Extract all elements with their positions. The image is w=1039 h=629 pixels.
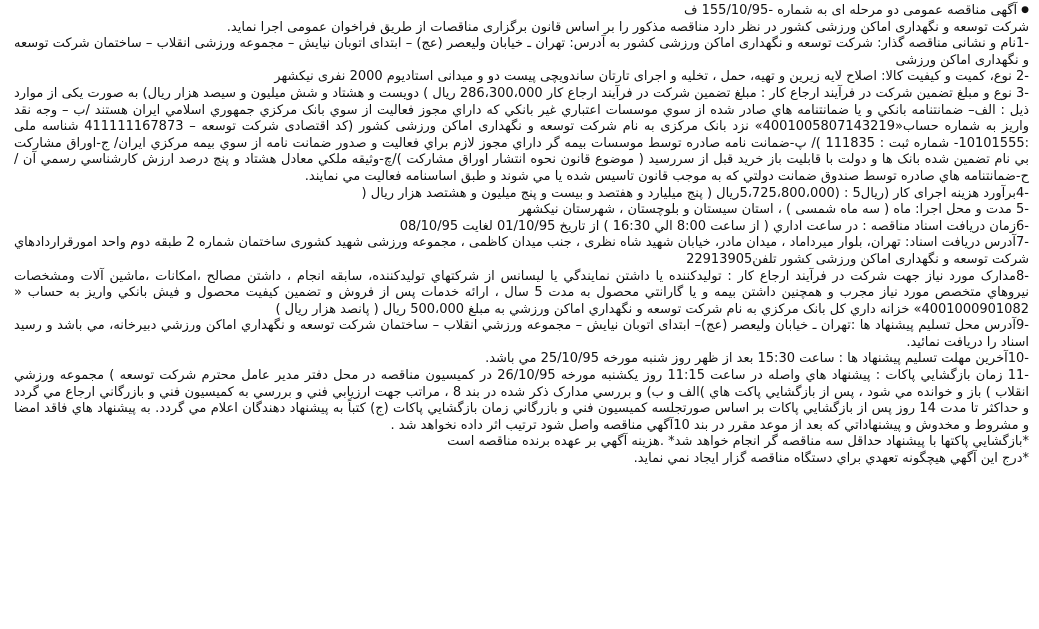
notice-item-1: -1نام و نشانی مناقصه گذار: شرکت توسعه و نگهداری اماکن ورزشی کشور به آدرس: تهران ـ خیابان ولیعصر (عج) – ابتدای اتوبان نیایش – مجموعه ورزشی انقلاب – ساختمان شرکت توسعه و نگهداری اماکن ورزشی [14, 36, 1029, 68]
notice-item-9: -9آدرس محل تسلیم پیشنهاد ها :تهران ـ خیابان ولیعصر (عج)– ابتدای اتوبان نیایش – مجموعه ورزشي انقلاب – ساختمان شرکت توسعه و نگهداري اماکن ورزشي دبیرخانه، مي باشد و رسید اسناد را دریافت نمائید. [14, 318, 1029, 350]
notice-item-11: -11 زمان بازگشایي پاکات : پیشنهاد هاي واصله در ساعت 11:15 روز یکشنبه مورخه 26/10/95 در کمیسیون مناقصه در محل دفتر مدیر عامل محترم شرکت توسعه ) مجموعه ورزشي انقلاب ) باز و خوانده مي شود ، پس از بازگشایي پاکت هاي )الف و ب) و بررسي مدارک ذکر شده در بند 8 ، مراتب جهت ارزیابي فني و بررسي به کمیسیون فني و بازرگاني ارجاع مي گردد و حداکثر تا مدت 14 روز پس از بازگشایي پاکات بر اساس صورتجلسه کمیسیون فني و بازرگاني زمان بازگشایي پاکات (ج) کتباً به پیشنهاد دهندگان اعلام مي گردد. به پیشنهاد هاي فاقد امضا و مشروط و مخدوش و پیشنهاداتي که بعد از موعد مقرر در بند 10آگهي مناقصه واصل شود ترتیب اثر داده نخواهد شد . [14, 368, 1029, 433]
notice-item-2: -2 نوع، کمیت و کیفیت کالا: اصلاح لایه زیرین و تهیه، حمل ، تخلیه و اجرای تارتان ساندویچی پیست دو و میدانی استادیوم 2000 نفری نیکشهر [274, 69, 1029, 85]
notice-item-3: -3 نوع و مبلغ تضمین شرکت در فرآیند ارجاع کار : مبلغ تضمین شرکت در فرآیند ارجاع کار 286،300،000 ریال ) دویست و هشتاد و شش میلیون و سیصد هزار ریال) به صورت یکی از موارد ذیل : الف– ضمانتنامه بانکي و یا ضمانتنامه هاي صادر شده از سوي موسسات اعتباري غیر بانکي که داراي مجوز فعالیت از سوي بانک مرکزي جمهوري اسلامي ایران هستند /ب – وجه نقد واریز به شماره حساب«4001005807143219» نزد بانک مرکزی به نام شرکت توسعه و نگهداری اماکن ورزشی کشور (کد اقتصادی شرکت توسعه – 411111167873 شناسه ملی :10101555- شماره ثبت : 111835 )/ پ-ضمانت نامه صادره توسط موسسات بیمه گر داراي مجوز لازم براي فعالیت و صدور ضمانت نامه از سوي بیمه مرکزي ایران/ ج-اوراق مشارکت بي نام تضمین شده بانک ها و دولت با قابلیت باز خرید قبل از سررسید ( موضوع قانون نحوه انتشار اوراق مشارکت )/چ-وثیقه ملکي معادل هشتاد و پنج درصد ارزش کارشناسي رسمي آن / ح-ضمانتنامه هاي صادره توسط صندوق ضمانت دولتي که به موجب قانون تاسیس شده یا مي شوند و طبق اساسنامه فعالیت مي نمایند. [14, 85, 1029, 184]
notice-item-10: -10آخرین مهلت تسلیم پیشنهاد ها : ساعت 15:30 بعد از ظهر روز شنبه مورخه 25/10/95 مي باشد. [485, 351, 1029, 367]
notice-item-8: -8مدارک مورد نیاز جهت شرکت در فرآیند ارجاع کار : تولیدکننده یا داشتن نمایندگي یا لیسانس از شرکتهاي تولیدکننده، سابقه انجام ، داشتن مصالح ،امکانات ،ماشین آلات ومشخصات نیروهاي متخصص مورد نیاز مجرب و همچنین داشتن بیمه و یا گارانتي محصول به مدت 5 سال ، ارائه خدمات پس از فروش و تضمین کیفیت محصول و فیش بانکي واریز به حساب « 4001000901082» خزانه داري کل بانک مرکزي به نام شرکت توسعه و نگهداري اماکن ورزشي به مبلغ 500،000 ریال ( پانصد هزار ریال ) [14, 268, 1029, 317]
footnote-1: *بازگشایي پاکتها با پیشنهاد حداقل سه مناقصه گر انجام خواهد شد* .هزینه آگهي بر عهده برنده مناقصه است [447, 434, 1029, 450]
notice-title: ● آگهی مناقصه عمومی دو مرحله ای به شماره -155/10/95 ف [14, 2, 1029, 20]
notice-item-5: -5 مدت و محل اجرا: ماه ( سه ماه شمسی ) ، استان سیستان و بلوچستان ، شهرستان نیکشهر [518, 202, 1029, 218]
notice-intro: شرکت توسعه و نگهداری اماکن ورزشی کشور در نظر دارد مناقصه مذکور را بر اساس قانون برگزاری مناقصات از طریق فراخوان عمومی اجرا نماید. [226, 19, 1029, 35]
notice-item-4: -4برآورد هزینه اجرای کار (ریال5 : (5،725،800،000ریال ( پنج میلیارد و هفتصد و بیست و پنج میلیون و هشتصد هزار ریال ( [361, 185, 1029, 201]
footnote-2: *درج این آگهي هیچگونه تعهدي براي دستگاه مناقصه گزار ایجاد نمي نماید. [633, 451, 1029, 467]
notice-item-6: -6زمان دریافت اسناد مناقصه : در ساعت اداري ( از ساعت 8:00 الي 16:30 ) از تاریخ 01/10/95 لغایت 08/10/95 [399, 218, 1029, 234]
notice-item-7: -7آدرس دریافت اسناد: تهران، بلوار میرداماد ، میدان مادر، خیابان شهید شاه نظری ، جنب میدان کاظمی ، مجموعه ورزشی شهید کشوری ساختمان شماره 2 طبقه دوم واحد امورقراردادهاي شرکت توسعه و نگهداری اماکن ورزشی کشور تلفن22913905 [14, 235, 1029, 267]
